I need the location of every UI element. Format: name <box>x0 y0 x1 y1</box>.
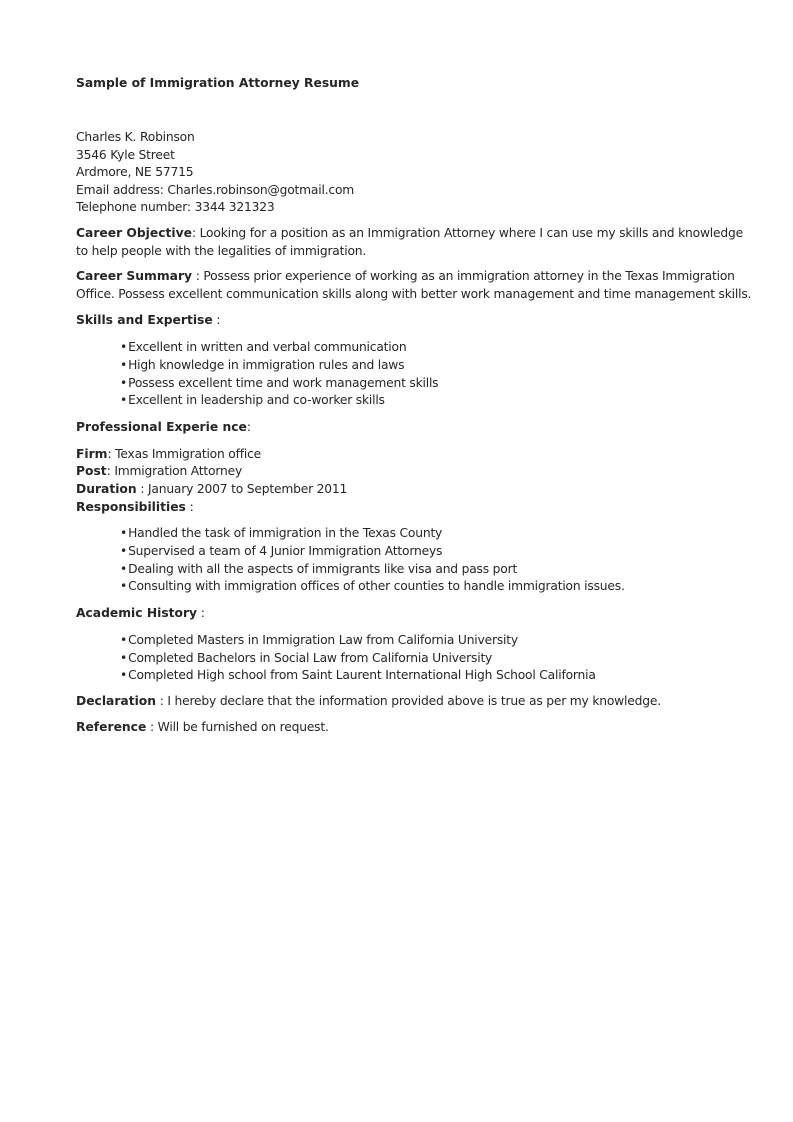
duration-label: Duration <box>76 481 137 496</box>
reference-text: : Will be furnished on request. <box>146 719 329 734</box>
list-item: • Dealing with all the aspects of immigrants like visa and pass port <box>120 561 756 579</box>
list-item: • Completed Masters in Immigration Law from California University <box>120 632 756 650</box>
declaration-text: : I hereby declare that the information provided above is true as per my knowledge. <box>156 694 661 709</box>
declaration <box>76 693 756 711</box>
academic-list <box>76 632 756 685</box>
experience-label: Professional Experie nce <box>76 420 247 435</box>
contact-email: Email address: Charles.robinson@gotmail.com <box>76 182 355 197</box>
list-item: • Excellent in written and verbal communication <box>120 339 756 357</box>
responsibilities-list <box>76 525 756 596</box>
academic-suffix: : <box>197 606 205 621</box>
experience-suffix: : <box>246 420 251 435</box>
reference-label: Reference <box>76 719 147 734</box>
career-summary-label: Career Summary <box>76 269 193 284</box>
skills-list <box>76 339 756 410</box>
post-value: : Immigration Attorney <box>106 464 243 479</box>
firm-label: Firm <box>76 446 108 461</box>
career-summary-text: : Possess prior experience of working as an immigration attorney in the Texas Immigration Office. Possess excellent communication skills along with better work management and time management skills. <box>76 269 752 301</box>
list-item: • Excellent in leadership and co-worker skills <box>120 392 756 410</box>
skills-heading <box>76 312 756 330</box>
contact-block <box>76 129 756 217</box>
academic-heading <box>76 605 756 623</box>
declaration-label: Declaration <box>76 694 157 709</box>
career-objective <box>76 225 756 260</box>
responsibilities-suffix: : <box>185 499 194 514</box>
contact-phone: Telephone number: 3344 321323 <box>76 200 275 215</box>
career-summary <box>76 268 756 303</box>
list-item: • Completed High school from Saint Laurent International High School California <box>120 667 756 685</box>
list-item: • Supervised a team of 4 Junior Immigration Attorneys <box>120 543 756 561</box>
post-line <box>76 463 756 481</box>
reference <box>76 719 756 737</box>
firm-line <box>76 446 756 464</box>
responsibilities-heading <box>76 499 756 517</box>
list-item: • Possess excellent time and work management skills <box>120 375 756 393</box>
duration-line <box>76 481 756 499</box>
list-item: • High knowledge in immigration rules and laws <box>120 357 756 375</box>
contact-name: Charles K. Robinson <box>76 130 195 144</box>
career-objective-label: Career Objective <box>76 225 192 240</box>
firm-value: : Texas Immigration office <box>107 446 262 461</box>
academic-label: Academic History <box>76 606 198 621</box>
list-item: • Consulting with immigration offices of other counties to handle immigration issues. <box>120 578 756 596</box>
experience-details <box>76 446 756 516</box>
skills-label: Skills and Expertise <box>76 313 213 328</box>
experience-heading <box>76 419 756 437</box>
contact-street: 3546 Kyle Street <box>76 147 175 162</box>
list-item: • Completed Bachelors in Social Law from California University <box>120 650 756 668</box>
list-item: • Handled the task of immigration in the Texas County <box>120 525 756 543</box>
duration-value: : January 2007 to September 2011 <box>136 481 348 496</box>
post-label: Post <box>76 464 107 479</box>
skills-suffix: : <box>212 313 221 328</box>
resume-page <box>76 74 756 736</box>
contact-city: Ardmore, NE 57715 <box>76 165 194 180</box>
career-objective-text: : Looking for a position as an Immigration Attorney where I can use my skills and knowledge to help people with the legalities of immigration. <box>76 225 743 258</box>
responsibilities-label: Responsibilities <box>76 499 186 514</box>
document-title: Sample of Immigration Attorney Resume <box>76 76 360 90</box>
